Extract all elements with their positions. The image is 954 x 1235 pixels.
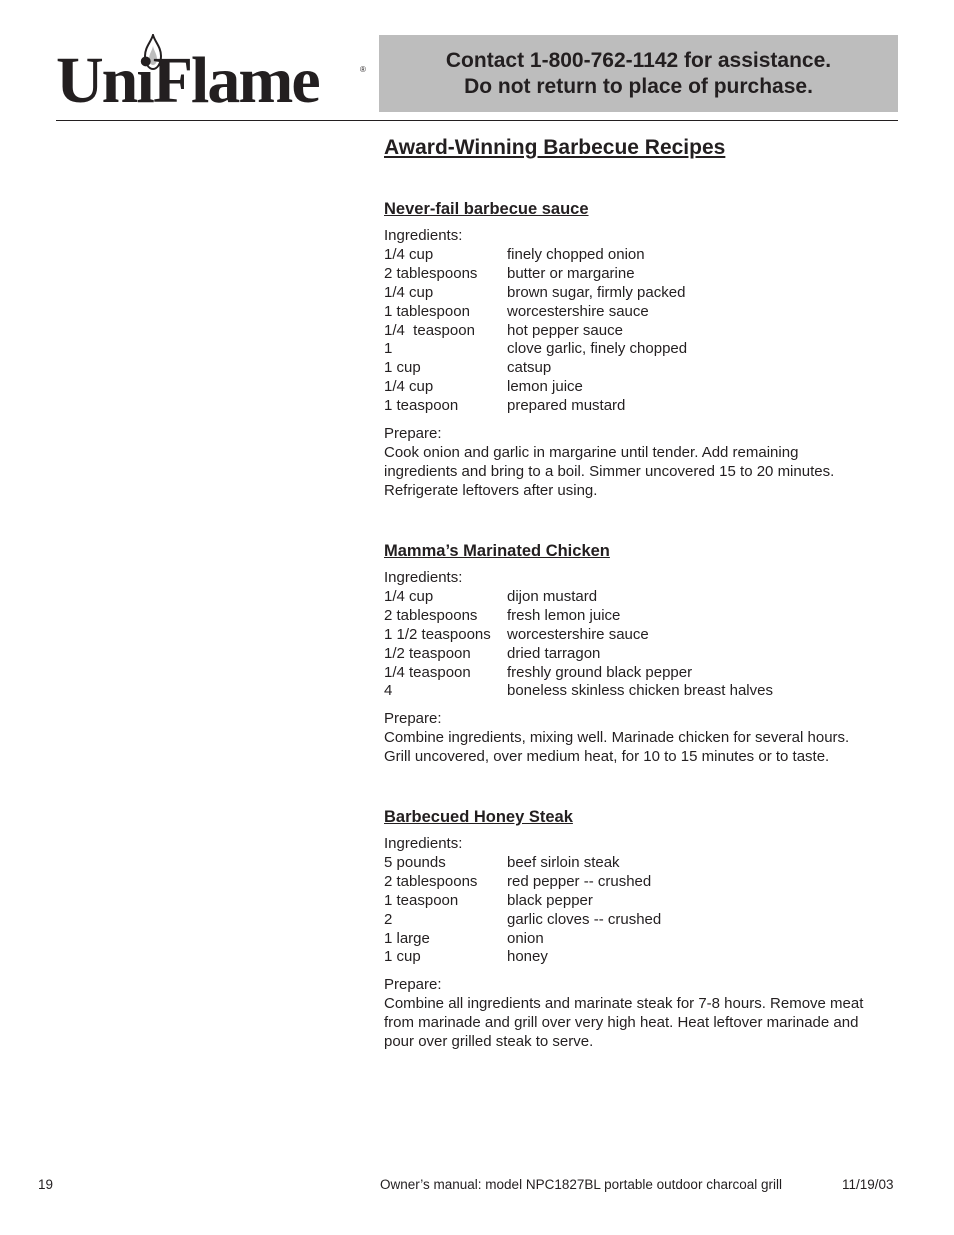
ingredients-label: Ingredients:: [384, 227, 463, 244]
prepare-line: Refrigerate leftovers after using.: [384, 481, 598, 499]
ingredient-item: boneless skinless chicken breast halves: [507, 682, 773, 700]
ingredient-item: beef sirloin steak: [507, 853, 620, 871]
ingredient-item: finely chopped onion: [507, 245, 645, 263]
ingredient-row: [384, 645, 904, 664]
recipe-title: Barbecued Honey Steak: [384, 808, 573, 826]
ingredient-item: honey: [507, 948, 548, 966]
ingredient-row: [384, 930, 904, 949]
ingredients-label: Ingredients:: [384, 835, 463, 852]
ingredient-item: black pepper: [507, 891, 593, 909]
ingredient-row: [384, 303, 904, 322]
recipe-barbecue-sauce: [384, 198, 904, 501]
ingredient-item: garlic cloves -- crushed: [507, 910, 662, 928]
ingredient-row: [384, 340, 904, 359]
prepare-line: Combine ingredients, mixing well. Marinade chicken for several hours.: [384, 729, 850, 747]
ingredient-qty: 2 tablespoons: [384, 872, 478, 890]
ingredient-qty: 2 tablespoons: [384, 606, 478, 624]
ingredient-qty: 1 tablespoon: [384, 302, 470, 320]
ingredient-item: hot pepper sauce: [507, 321, 623, 339]
ingredient-qty: 2: [384, 910, 393, 928]
ingredient-qty: 2 tablespoons: [384, 264, 478, 282]
ingredient-row: [384, 359, 904, 378]
ingredient-row: [384, 854, 904, 873]
brand-name: UniFlame: [56, 44, 319, 117]
ingredient-row: [384, 265, 904, 284]
contact-banner: [379, 35, 898, 112]
ingredient-qty: 5 pounds: [384, 853, 446, 871]
prepare-line: Cook onion and garlic in margarine until tender. Add remaining: [384, 443, 799, 461]
ingredient-qty: 1/4 cup: [384, 378, 434, 396]
ingredient-item: dried tarragon: [507, 644, 601, 662]
banner-line-2: Do not return to place of purchase.: [464, 74, 813, 98]
ingredient-qty: 1/4 cup: [384, 245, 434, 263]
prepare-label: Prepare:: [384, 710, 442, 728]
prepare-line: Combine all ingredients and marinate steak for 7-8 hours. Remove meat: [384, 995, 864, 1013]
ingredient-qty: 1: [384, 340, 393, 358]
ingredient-row: [384, 911, 904, 930]
prepare-line: ingredients and bring to a boil. Simmer uncovered 15 to 20 minutes.: [384, 462, 835, 480]
prepare-line: from marinade and grill over very high heat. Heat leftover marinade and: [384, 1014, 859, 1032]
ingredient-item: catsup: [507, 359, 552, 377]
banner-line-1: Contact 1-800-762-1142 for assistance.: [445, 48, 832, 72]
ingredient-row: [384, 873, 904, 892]
prepare-line: Grill uncovered, over medium heat, for 10 to 15 minutes or to taste.: [384, 748, 830, 766]
ingredient-qty: 1/4 teaspoon: [384, 321, 475, 339]
ingredient-row: [384, 948, 904, 967]
ingredient-item: fresh lemon juice: [507, 606, 621, 624]
ingredient-qty: 1/2 teaspoon: [384, 644, 471, 662]
ingredient-row: [384, 626, 904, 645]
footer-date: 11/19/03: [842, 1177, 894, 1192]
ingredient-row: [384, 284, 904, 303]
ingredient-row: [384, 664, 904, 683]
prepare-label: Prepare:: [384, 425, 442, 443]
ingredient-item: prepared mustard: [507, 397, 626, 415]
ingredient-row: [384, 246, 904, 265]
recipe-honey-steak: [384, 806, 904, 1052]
ingredient-item: dijon mustard: [507, 587, 598, 605]
header-divider: [56, 120, 898, 121]
ingredient-row: [384, 322, 904, 341]
page-title: Award-Winning Barbecue Recipes: [384, 136, 726, 159]
ingredient-item: red pepper -- crushed: [507, 872, 652, 890]
ingredient-row: [384, 892, 904, 911]
ingredient-item: brown sugar, firmly packed: [507, 283, 686, 301]
ingredient-qty: 1/4 cup: [384, 283, 434, 301]
ingredient-qty: 1 cup: [384, 359, 421, 377]
ingredient-row: [384, 397, 904, 416]
ingredient-item: clove garlic, finely chopped: [507, 340, 688, 358]
ingredient-item: worcestershire sauce: [507, 302, 649, 320]
page-number: 19: [38, 1177, 54, 1192]
ingredient-qty: 1 large: [384, 929, 430, 947]
recipe-marinated-chicken: [384, 540, 904, 767]
ingredient-row: [384, 378, 904, 397]
ingredient-item: worcestershire sauce: [507, 625, 649, 643]
ingredient-qty: 1 cup: [384, 948, 421, 966]
ingredient-qty: 1/4 teaspoon: [384, 663, 471, 681]
ingredient-qty: 4: [384, 682, 393, 700]
prepare-line: pour over grilled steak to serve.: [384, 1033, 594, 1051]
recipe-title: Never-fail barbecue sauce: [384, 200, 589, 218]
ingredient-item: freshly ground black pepper: [507, 663, 693, 681]
ingredient-qty: 1 teaspoon: [384, 891, 459, 909]
ingredient-qty: 1/4 cup: [384, 587, 434, 605]
ingredients-label: Ingredients:: [384, 569, 463, 586]
ingredient-row: [384, 588, 904, 607]
ingredient-qty: 1 teaspoon: [384, 397, 459, 415]
ingredient-item: onion: [507, 929, 544, 947]
prepare-label: Prepare:: [384, 976, 442, 994]
ingredient-item: butter or margarine: [507, 264, 635, 282]
ingredient-qty: 1 1/2 teaspoons: [384, 625, 491, 643]
ingredient-row: [384, 682, 904, 701]
brand-logo: [56, 32, 368, 117]
ingredient-item: lemon juice: [507, 378, 583, 396]
ingredient-row: [384, 607, 904, 626]
recipe-title: Mamma’s Marinated Chicken: [384, 542, 610, 560]
footer-manual-title: Owner’s manual: model NPC1827BL portable outdoor charcoal grill: [380, 1177, 782, 1192]
registered-mark: ®: [360, 65, 366, 74]
